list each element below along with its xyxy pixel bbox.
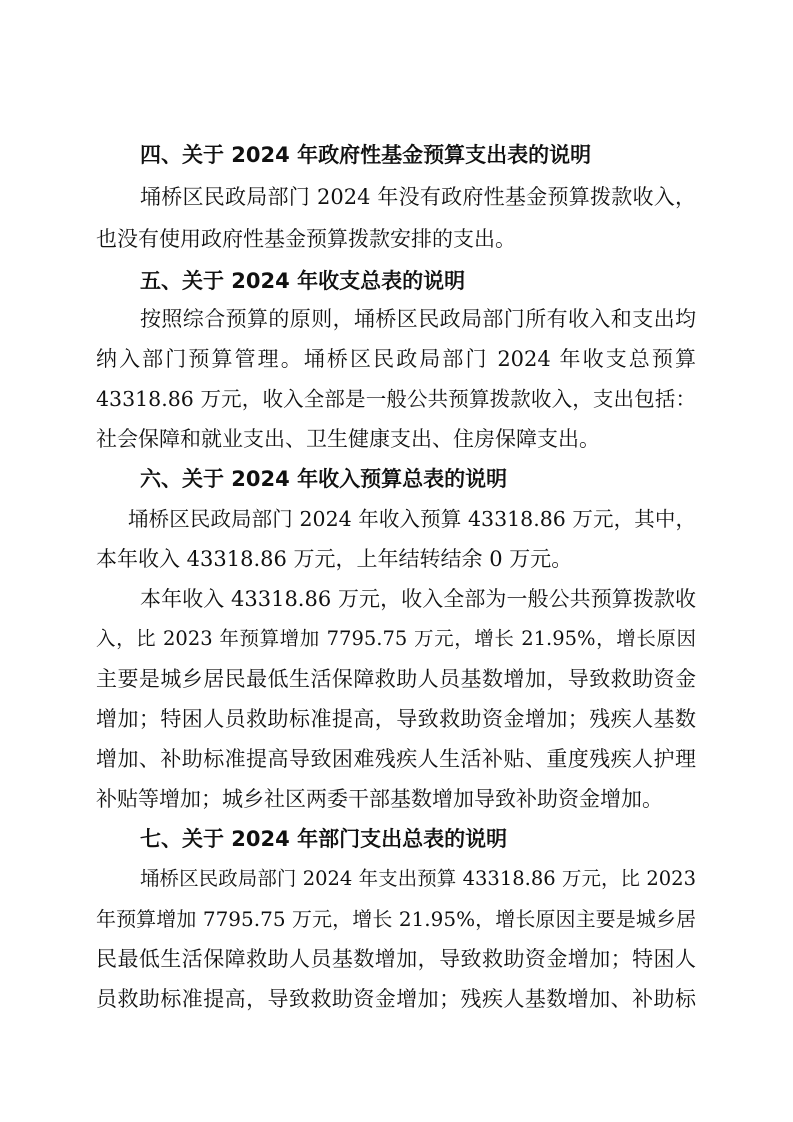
section-heading-7: 七、关于 2024 年部门支出总表的说明 [140, 827, 508, 851]
paragraph-line: 纳入部门预算管理。埇桥区民政局部门 2024 年收支总预算 [96, 347, 696, 371]
paragraph-line: 本年收入 43318.86 万元，收入全部为一般公共预算拨款收 [140, 587, 696, 611]
paragraph-line: 本年收入 43318.86 万元，上年结转结余 0 万元。 [96, 547, 573, 571]
paragraph-line: 埇桥区民政局部门 2024 年支出预算 43318.86 万元，比 2023 [140, 867, 696, 890]
paragraph-line: 入，比 2023 年预算增加 7795.75 万元，增长 21.95%，增长原因 [96, 627, 697, 650]
paragraph-line: 民最低生活保障救助人员基数增加，导致救助资金增加；特困人 [96, 947, 696, 971]
paragraph-line: 也没有使用政府性基金预算拨款安排的支出。 [96, 227, 516, 251]
paragraph-line: 埇桥区民政局部门 2024 年收入预算 43318.86 万元，其中， [128, 507, 696, 531]
paragraph-line: 按照综合预算的原则，埇桥区民政局部门所有收入和支出均 [140, 307, 696, 331]
paragraph-line: 员救助标准提高，导致救助资金增加；残疾人基数增加、补助标 [96, 987, 696, 1011]
paragraph-line: 埇桥区民政局部门 2024 年没有政府性基金预算拨款收入， [140, 185, 696, 209]
section-heading-5: 五、关于 2024 年收支总表的说明 [140, 269, 466, 293]
paragraph-line: 增加；特困人员救助标准提高，导致救助资金增加；残疾人基数 [96, 707, 696, 731]
paragraph-line: 增加、补助标准提高导致困难残疾人生活补贴、重度残疾人护理 [96, 747, 696, 771]
paragraph-line: 补贴等增加；城乡社区两委干部基数增加导致补助资金增加。 [96, 787, 663, 811]
paragraph-line: 社会保障和就业支出、卫生健康支出、住房保障支出。 [96, 427, 600, 451]
section-heading-4: 四、关于 2024 年政府性基金预算支出表的说明 [140, 143, 592, 167]
paragraph-line: 主要是城乡居民最低生活保障救助人员基数增加，导致救助资金 [96, 667, 696, 691]
section-heading-6: 六、关于 2024 年收入预算总表的说明 [140, 467, 508, 491]
paragraph-line: 43318.86 万元，收入全部是一般公共预算拨款收入，支出包括： [96, 387, 696, 411]
paragraph-line: 年预算增加 7795.75 万元，增长 21.95%，增长原因主要是城乡居 [96, 907, 696, 931]
